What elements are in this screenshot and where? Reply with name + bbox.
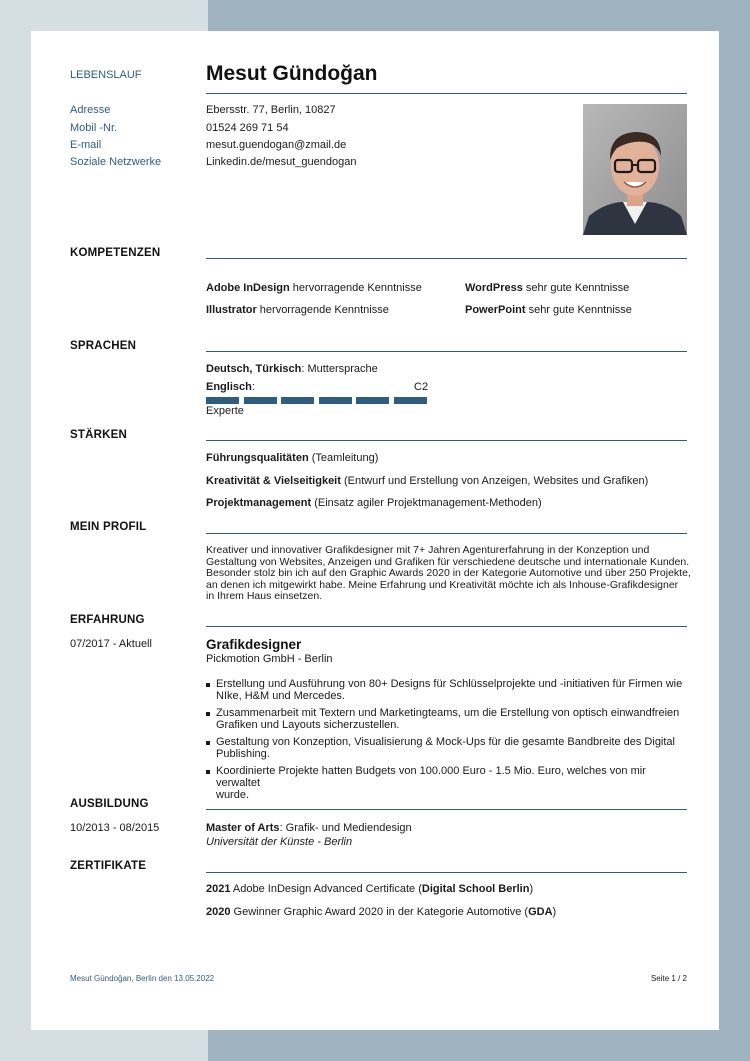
strength-name: Führungsqualitäten	[206, 452, 309, 464]
strength-name: Kreativität & Vielseitigkeit	[206, 475, 341, 487]
profile-photo	[583, 104, 687, 235]
strength-name: Projektmanagement	[206, 497, 312, 509]
skill-level: hervorragende Kenntnisse	[289, 282, 422, 294]
skill-name: PowerPoint	[465, 304, 526, 316]
certificate-close: )	[529, 883, 534, 895]
degree-field: : Grafik- und Mediendesign	[279, 822, 412, 834]
language-native-level: : Muttersprache	[301, 363, 378, 375]
section-title-profil: MEIN PROFIL	[70, 521, 147, 533]
profile-line: Kreativer und innovativer Grafikdesigner mit 7+ Jahren Agenturerfahrung in der Konzeption und	[206, 544, 650, 556]
language-level-segment	[319, 397, 352, 404]
language-level-bar	[206, 397, 427, 404]
erfahrung-rule	[206, 626, 687, 627]
profile-line: Besonder stolz bin ich auf den Graphic Awards 2020 in der Kategorie Automotive und über 250 Projekte,	[206, 567, 691, 579]
profile-line: an denen ich mitgewirkt habe. Meine Erfahrung und Kreativität möchte ich als Inhouse-Grafikdesigner	[206, 578, 679, 591]
profile-text	[206, 545, 691, 603]
language-english-level: C2	[414, 381, 429, 393]
bullet-icon	[206, 712, 210, 716]
label-mobile: Mobil -Nr.	[70, 122, 118, 134]
doc-label: LEBENSLAUF	[70, 69, 142, 81]
section-title-staerken: STÄRKEN	[70, 429, 127, 441]
cv-page	[31, 31, 719, 1030]
skill-name: Adobe InDesign	[206, 282, 290, 294]
section-title-zertifikate: ZERTIFIKATE	[70, 860, 147, 872]
skill-item	[206, 282, 422, 295]
degree-name: Master of Arts	[206, 822, 280, 834]
header-rule	[206, 93, 687, 94]
value-email[interactable]: mesut.guendogan@zmail.de	[206, 139, 347, 151]
experience-period: 07/2017 - Aktuell	[70, 638, 152, 650]
bullet-line: wurde.	[216, 789, 250, 801]
experience-bullets	[206, 678, 687, 806]
experience-bullet	[206, 765, 687, 801]
skill-level: hervorragende Kenntnisse	[256, 304, 389, 316]
skill-item	[206, 304, 389, 317]
experience-bullet	[206, 736, 687, 760]
language-level-segment	[356, 397, 389, 404]
job-company: Pickmotion GmbH - Berlin	[206, 653, 333, 665]
education-degree	[206, 822, 412, 835]
profile-line: in Ihrem Haus einsetzen.	[206, 590, 323, 602]
bullet-line: Publishing.	[216, 748, 270, 760]
strength-desc: (Einsatz agiler Projektmanagement-Methoden)	[311, 497, 542, 509]
skill-name: Illustrator	[206, 304, 257, 316]
language-english	[206, 381, 255, 394]
skill-item	[465, 282, 629, 295]
section-title-kompetenzen: KOMPETENZEN	[70, 247, 161, 259]
strength-desc: (Entwurf und Erstellung von Anzeigen, Websites und Grafiken)	[340, 475, 649, 487]
skill-item	[465, 304, 632, 317]
certificate-close: )	[552, 906, 557, 918]
staerken-rule	[206, 440, 687, 441]
section-title-ausbildung: AUSBILDUNG	[70, 798, 149, 810]
bullet-line: Erstellung und Ausführung von 80+ Designs für Schlüsselprojekte und -initiativen für Firmen wie	[216, 678, 683, 690]
certificate-org: Digital School Berlin	[421, 883, 530, 895]
language-level-segment	[394, 397, 427, 404]
certificate-year: 2021	[206, 883, 231, 895]
skill-level: sehr gute Kenntnisse	[522, 282, 630, 294]
person-name: Mesut Gündoğan	[206, 62, 378, 85]
zertifikate-rule	[206, 872, 687, 873]
experience-bullet	[206, 707, 687, 731]
value-social[interactable]: Linkedin.de/mesut_guendogan	[206, 156, 357, 168]
skill-name: WordPress	[465, 282, 523, 294]
certificate-year: 2020	[206, 906, 231, 918]
profile-line: Gestaltung von Websites, Anzeigen und Grafiken für verschiedene deutsche und internationale Kunden.	[206, 555, 690, 568]
kompetenzen-rule	[206, 258, 687, 259]
certificate-org: GDA	[528, 906, 553, 918]
language-level-segment	[244, 397, 277, 404]
certificate-item	[206, 906, 556, 919]
bullet-line: Gestaltung von Konzeption, Visualisierung & Mock-Ups für die gesamte Bandbreite des Digital	[216, 736, 675, 748]
experience-bullet	[206, 678, 687, 702]
language-native	[206, 363, 378, 376]
language-level-segment	[281, 397, 314, 404]
education-period: 10/2013 - 08/2015	[70, 822, 160, 834]
portrait-image	[583, 104, 687, 235]
profil-rule	[206, 533, 687, 534]
bullet-line: Grafiken und Layouts sicherzustellen.	[216, 719, 400, 731]
language-english-name: Englisch	[206, 381, 252, 393]
language-level-segment	[206, 397, 239, 404]
job-title: Grafikdesigner	[206, 637, 302, 652]
bullet-line: Zusammenarbeit mit Textern und Marketingteams, um die Erstellung von optisch einwandfreien	[216, 707, 680, 719]
skill-level: sehr gute Kenntnisse	[525, 304, 632, 316]
language-english-label: Experte	[206, 405, 244, 417]
strength-desc: (Teamleitung)	[308, 452, 379, 464]
certificate-text: Adobe InDesign Advanced Certificate (	[230, 883, 422, 895]
certificate-item	[206, 883, 533, 896]
section-title-sprachen: SPRACHEN	[70, 340, 137, 352]
language-native-names: Deutsch, Türkisch	[206, 363, 302, 375]
certificate-text: Gewinner Graphic Award 2020 in der Kategorie Automotive (	[230, 906, 529, 918]
bullet-icon	[206, 770, 210, 774]
value-mobile: 01524 269 71 54	[206, 122, 289, 134]
bullet-icon	[206, 741, 210, 745]
footer-left: Mesut Gündoğan, Berlin den 13.05.2022	[70, 974, 215, 983]
language-english-colon: :	[251, 381, 255, 393]
strength-item	[206, 497, 542, 510]
sprachen-rule	[206, 351, 687, 352]
value-address: Ebersstr. 77, Berlin, 10827	[206, 104, 336, 116]
footer-page-number: Seite 1 / 2	[650, 974, 687, 983]
bullet-line: Koordinierte Projekte hatten Budgets von 100.000 Euro - 1.5 Mio. Euro, welches von mir verwaltet	[216, 765, 646, 789]
strength-item	[206, 452, 378, 465]
section-title-erfahrung: ERFAHRUNG	[70, 614, 145, 626]
bullet-icon	[206, 683, 210, 687]
bullet-line: NIke, H&M und Mercedes.	[216, 690, 345, 702]
label-address: Adresse	[70, 104, 111, 116]
ausbildung-rule	[206, 809, 687, 810]
label-social: Soziale Netzwerke	[70, 156, 162, 168]
strength-item	[206, 475, 648, 488]
label-email: E-mail	[70, 139, 102, 151]
education-school: Universität der Künste - Berlin	[206, 836, 353, 848]
